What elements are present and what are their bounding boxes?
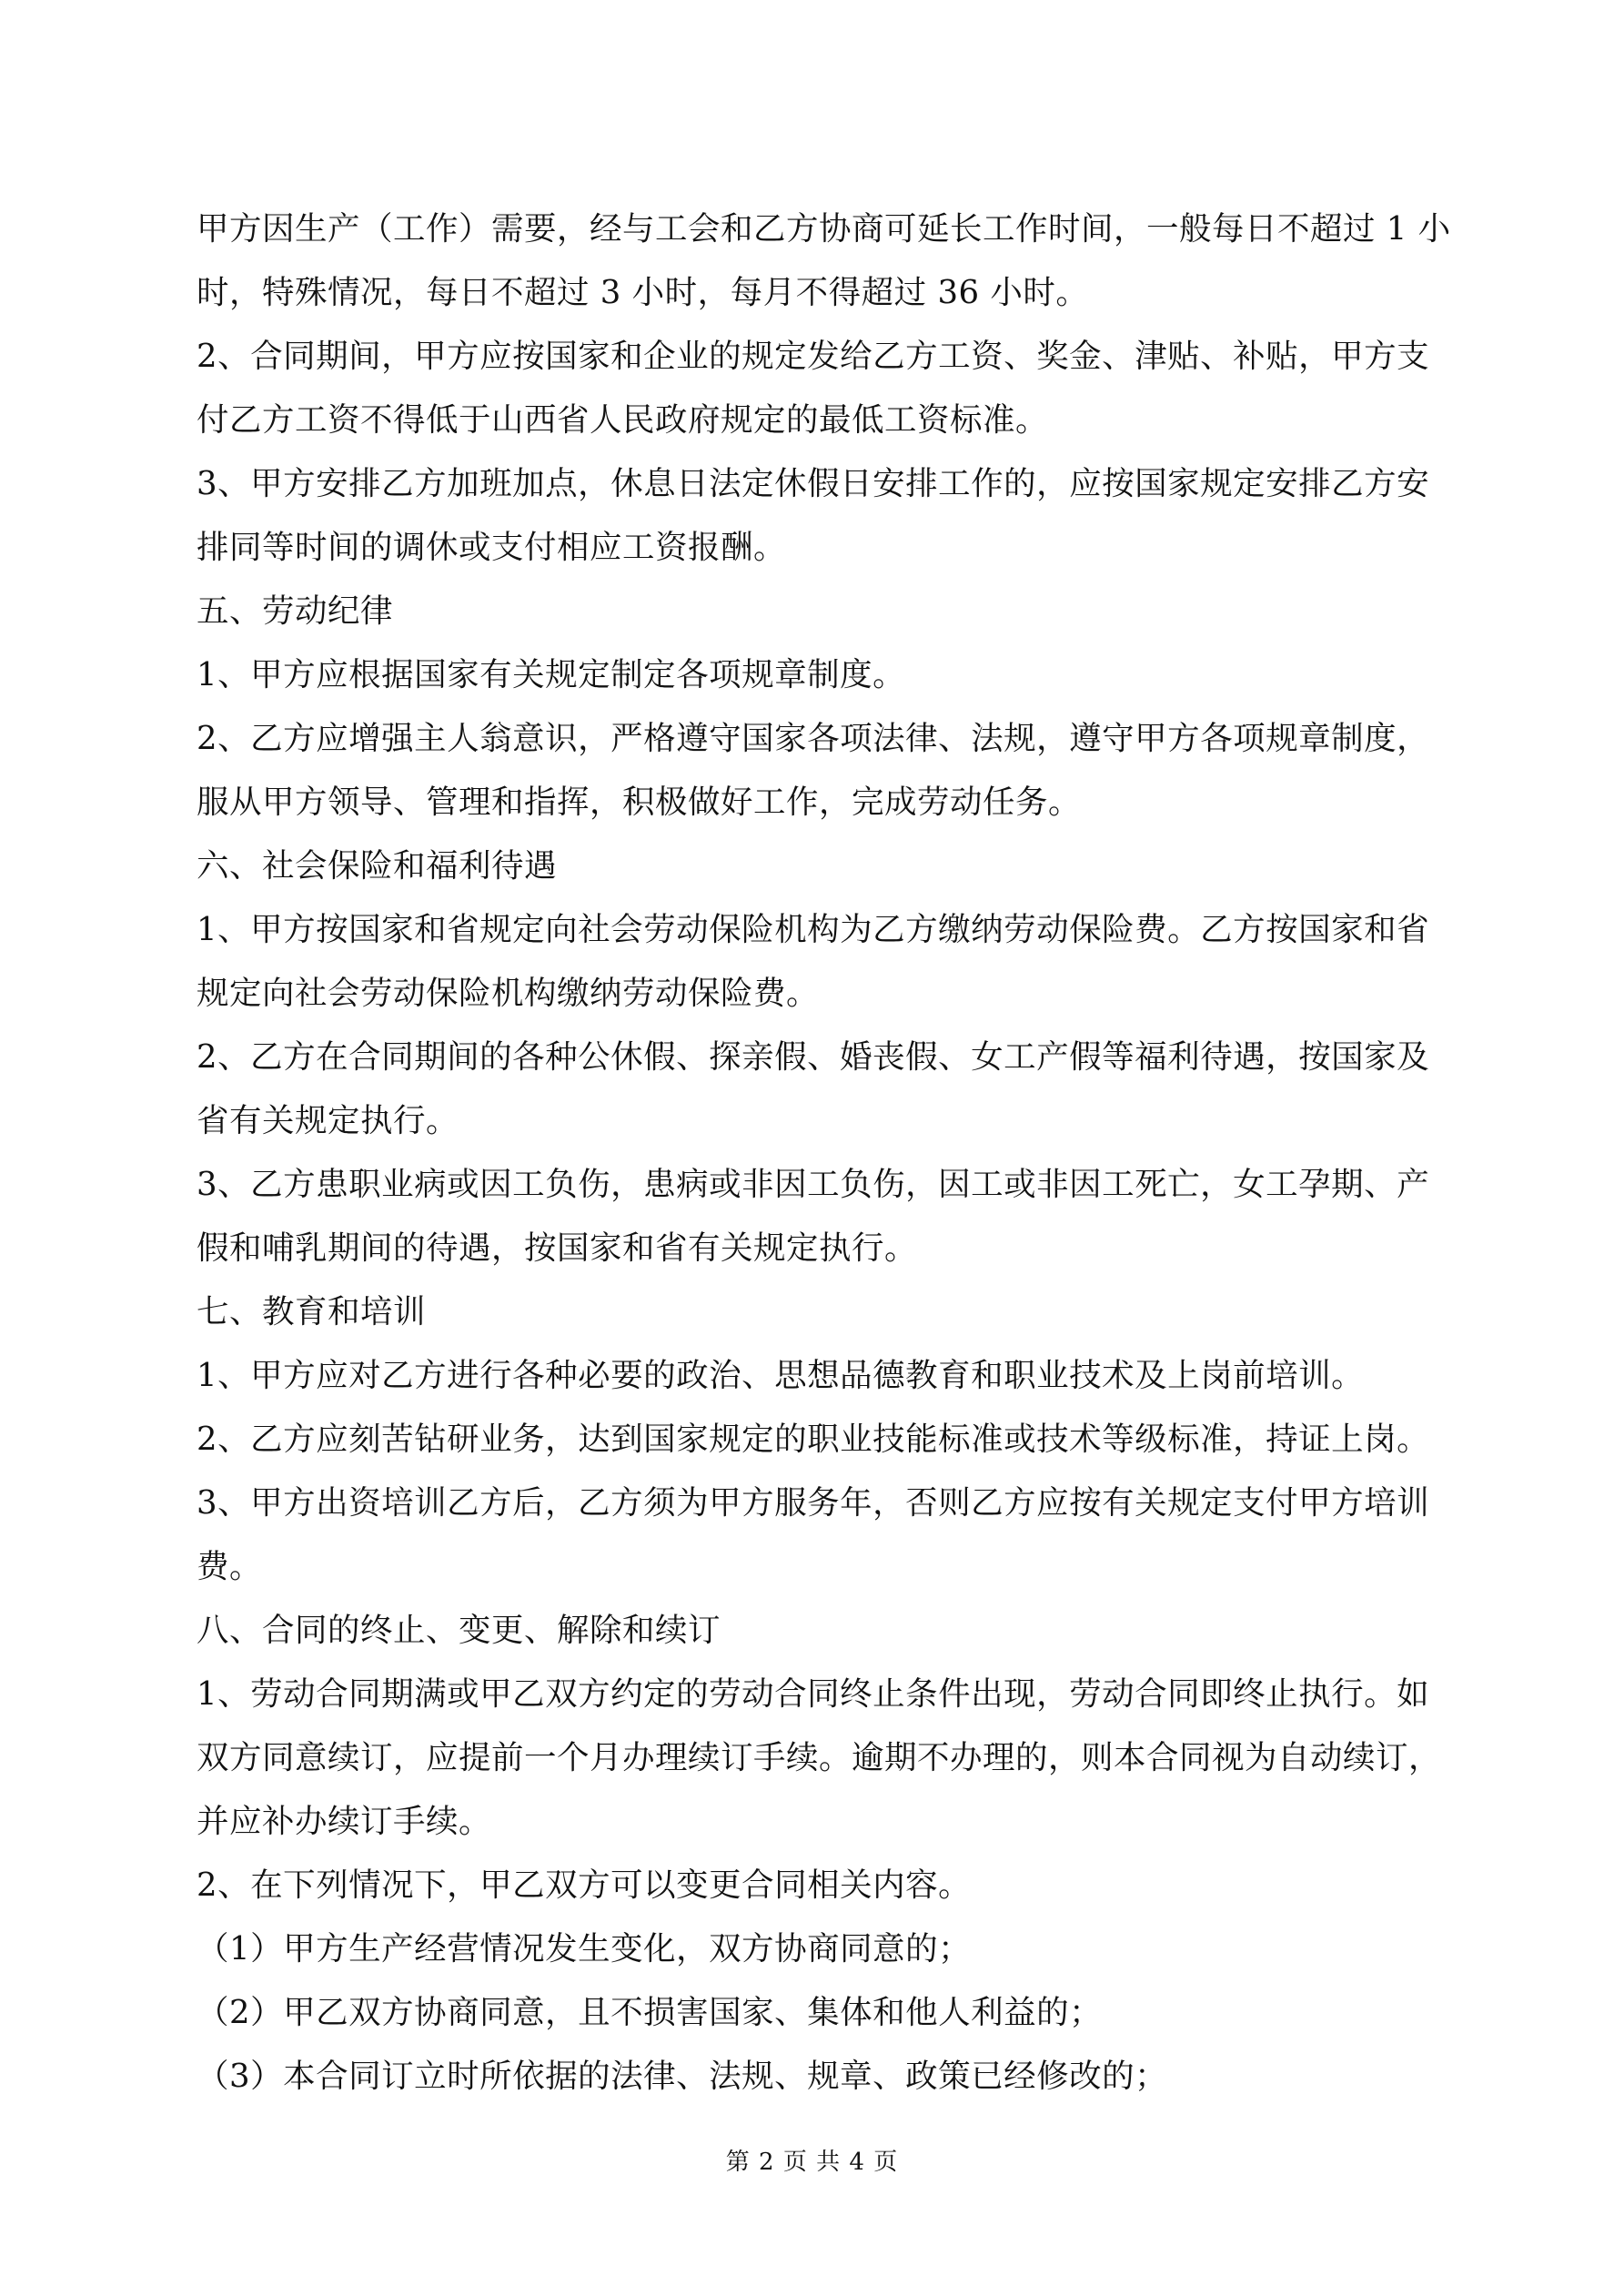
page-footer: 第 2 页 共 4 页 [725, 2149, 899, 2176]
text-line: 1、甲方按国家和省规定向社会劳动保险机构为乙方缴纳劳动保险费。乙方按国家和省 [197, 911, 1430, 948]
list-item: （2）甲乙双方协商同意，且不损害国家、集体和他人利益的； [197, 1994, 1103, 2031]
text-line: 假和哺乳期间的待遇，按国家和省有关规定执行。 [197, 1229, 918, 1267]
text-line: 排同等时间的调休或支付相应工资报酬。 [197, 529, 787, 566]
text-line: 付乙方工资不得低于山西省人民政府规定的最低工资标准。 [197, 401, 1049, 439]
text-line: 省有关规定执行。 [197, 1102, 459, 1139]
text-line: 费。 [197, 1548, 263, 1585]
text-line: 双方同意续订，应提前一个月办理续订手续。逾期不办理的，则本合同视为自动续订， [197, 1739, 1442, 1776]
text-line: 1、劳动合同期满或甲乙双方约定的劳动合同终止条件出现，劳动合同即终止执行。如 [197, 1675, 1430, 1713]
section-heading: 六、社会保险和福利待遇 [197, 847, 558, 885]
text-line: 2、合同期间，甲方应按国家和企业的规定发给乙方工资、奖金、津贴、补贴，甲方支 [197, 338, 1430, 375]
section-heading: 五、劳动纪律 [197, 592, 394, 630]
text-line: 3、乙方患职业病或因工负伤，患病或非因工负伤，因工或非因工死亡，女工孕期、产 [197, 1166, 1430, 1203]
list-item: （1）甲方生产经营情况发生变化，双方协商同意的； [197, 1930, 972, 1967]
text-line: 1、甲方应对乙方进行各种必要的政治、思想品德教育和职业技术及上岗前培训。 [197, 1357, 1365, 1394]
text-line: 2、在下列情况下，甲乙双方可以变更合同相关内容。 [197, 1866, 972, 1904]
section-heading: 八、合同的终止、变更、解除和续订 [197, 1612, 721, 1649]
text-line: 甲方因生产（工作）需要，经与工会和乙方协商可延长工作时间，一般每日不超过 1 小 [197, 210, 1451, 248]
text-line: 服从甲方领导、管理和指挥，积极做好工作，完成劳动任务。 [197, 784, 1082, 821]
text-line: 2、乙方应增强主人翁意识，严格遵守国家各项法律、法规，遵守甲方各项规章制度， [197, 720, 1430, 757]
text-line: 3、甲方出资培训乙方后，乙方须为甲方服务年，否则乙方应按有关规定支付甲方培训 [197, 1484, 1430, 1522]
text-line: 规定向社会劳动保险机构缴纳劳动保险费。 [197, 975, 820, 1012]
text-line: 并应补办续订手续。 [197, 1803, 492, 1840]
section-heading: 七、教育和培训 [197, 1293, 427, 1330]
text-line: 3、甲方安排乙方加班加点，休息日法定休假日安排工作的，应按国家规定安排乙方安 [197, 465, 1430, 502]
text-line: 1、甲方应根据国家有关规定制定各项规章制度。 [197, 656, 906, 693]
list-item: （3）本合同订立时所依据的法律、法规、规章、政策已经修改的； [197, 2058, 1168, 2095]
text-line: 2、乙方在合同期间的各种公休假、探亲假、婚丧假、女工产假等福利待遇，按国家及 [197, 1038, 1430, 1076]
text-line: 时，特殊情况，每日不超过 3 小时，每月不得超过 36 小时。 [197, 274, 1089, 311]
text-line: 2、乙方应刻苦钻研业务，达到国家规定的职业技能标准或技术等级标准，持证上岗。 [197, 1421, 1430, 1458]
